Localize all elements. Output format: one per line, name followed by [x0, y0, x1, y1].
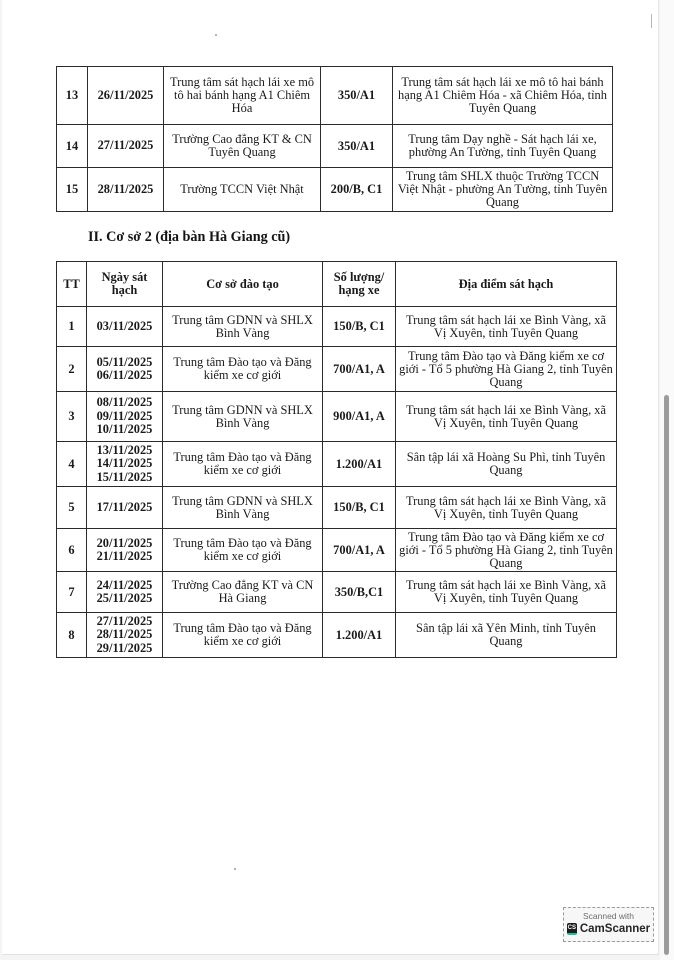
table-header-row [57, 262, 617, 307]
exam-location: Trung tâm Dạy nghề - Sát hạch lái xe, phường An Tường, tỉnh Tuyên Quang [393, 125, 613, 168]
exam-date-cell [88, 125, 164, 168]
watermark-brand-name: CamScanner [579, 923, 651, 935]
training-facility: Trung tâm Đào tạo và Đăng kiểm xe cơ giới [163, 442, 323, 487]
training-facility: Trung tâm GDNN và SHLX Bình Vàng [163, 392, 323, 442]
quantity-class: 1.200/A1 [323, 442, 396, 487]
training-facility: Trung tâm Đào tạo và Đăng kiểm xe cơ giới [163, 529, 323, 572]
exam-date: 09/11/2025 [96, 408, 153, 423]
exam-location: Trung tâm SHLX thuộc Trường TCCN Việt Nhật - phường An Tường, tỉnh Tuyên Quang [393, 168, 613, 212]
exam-date: 27/11/2025 [96, 613, 153, 628]
exam-location: Sân tập lái xã Yên Minh, tỉnh Tuyên Quang [396, 613, 617, 658]
table-row [57, 487, 617, 529]
exam-date: 20/11/2025 [96, 535, 153, 550]
watermark-brand-row [564, 923, 653, 935]
quantity-class: 700/A1, A [323, 347, 396, 392]
exam-date-cell [87, 487, 163, 529]
row-number: 13 [57, 67, 88, 125]
exam-date: 17/11/2025 [96, 499, 153, 514]
quantity-class: 350/B,C1 [323, 572, 396, 613]
quantity-class: 200/B, C1 [321, 168, 393, 212]
table-row [57, 613, 617, 658]
section-heading: II. Cơ sở 2 (địa bàn Hà Giang cũ) [88, 229, 291, 245]
table-row [57, 347, 617, 392]
header-exam-location: Địa điểm sát hạch [396, 262, 617, 307]
training-facility: Trung tâm Đào tạo và Đăng kiểm xe cơ giới [163, 347, 323, 392]
exam-date: 29/11/2025 [96, 640, 153, 655]
exam-location: Sân tập lái xã Hoàng Su Phì, tỉnh Tuyên Quang [396, 442, 617, 487]
exam-date-cell [87, 347, 163, 392]
exam-date-cell [88, 67, 164, 125]
exam-date: 06/11/2025 [96, 368, 153, 382]
row-number: 1 [57, 307, 87, 347]
training-facility: Trường Cao đẳng KT và CN Hà Giang [163, 572, 323, 613]
header-quantity-class: Số lượng/ hạng xe [323, 262, 396, 307]
training-facility: Trung tâm GDNN và SHLX Bình Vàng [163, 307, 323, 347]
exam-date-cell [87, 307, 163, 347]
row-number: 5 [57, 487, 87, 529]
row-number: 7 [57, 572, 87, 613]
training-facility: Trung tâm Đào tạo và Đăng kiểm xe cơ giới [163, 613, 323, 658]
training-facility: Trường TCCN Việt Nhật [164, 168, 321, 212]
table-row [57, 392, 617, 442]
table-row [57, 529, 617, 572]
exam-date-cell [88, 168, 164, 212]
exam-date: 28/11/2025 [97, 181, 154, 196]
header-exam-date: Ngày sát hạch [87, 262, 163, 307]
row-number: 14 [57, 125, 88, 168]
table-row [57, 67, 613, 125]
table-row [57, 307, 617, 347]
exam-location: Trung tâm Đào tạo và Đăng kiểm xe cơ giới - Tổ 5 phường Hà Giang 2, tỉnh Tuyên Quang [396, 347, 617, 392]
row-number: 15 [57, 168, 88, 212]
quantity-class: 150/B, C1 [323, 307, 396, 347]
exam-location: Trung tâm sát hạch lái xe mô tô hai bánh hạng A1 Chiêm Hóa - xã Chiêm Hóa, tỉnh Tuyên Quang [393, 67, 613, 125]
exam-date-cell [87, 442, 163, 487]
quantity-class: 350/A1 [321, 125, 393, 168]
exam-location: Trung tâm sát hạch lái xe Bình Vàng, xã Vị Xuyên, tỉnh Tuyên Quang [396, 307, 617, 347]
exam-date: 15/11/2025 [96, 469, 153, 484]
watermark-caption: Scanned with [582, 911, 635, 921]
quantity-class: 700/A1, A [323, 529, 396, 572]
exam-date: 28/11/2025 [96, 627, 153, 642]
scan-artifact-mark [651, 14, 652, 28]
scan-speck [215, 34, 217, 36]
exam-schedule-table-site-2 [56, 261, 617, 658]
header-training-facility: Cơ sở đào tạo [163, 262, 323, 307]
exam-date: 14/11/2025 [96, 456, 153, 471]
row-number: 8 [57, 613, 87, 658]
exam-date: 10/11/2025 [96, 422, 153, 437]
exam-date-cell [87, 572, 163, 613]
training-facility: Trung tâm sát hạch lái xe mô tô hai bánh hạng A1 Chiêm Hóa [164, 67, 321, 125]
exam-date-cell [87, 529, 163, 572]
exam-date: 08/11/2025 [96, 395, 153, 410]
table-row [57, 125, 613, 168]
quantity-class: 1.200/A1 [323, 613, 396, 658]
exam-date: 25/11/2025 [96, 591, 153, 605]
row-number: 2 [57, 347, 87, 392]
exam-date-cell [87, 392, 163, 442]
scan-speck [234, 868, 236, 870]
exam-date: 21/11/2025 [96, 549, 153, 563]
quantity-class: 900/A1, A [323, 392, 396, 442]
exam-date: 13/11/2025 [96, 442, 153, 457]
row-number: 4 [57, 442, 87, 487]
training-facility: Trung tâm GDNN và SHLX Bình Vàng [163, 487, 323, 529]
row-number: 6 [57, 529, 87, 572]
header-tt: TT [57, 262, 87, 307]
quantity-class: 150/B, C1 [323, 487, 396, 529]
exam-date: 24/11/2025 [96, 577, 153, 592]
camscanner-logo-icon: CS [567, 923, 577, 935]
camscanner-watermark [563, 907, 654, 942]
exam-date: 03/11/2025 [96, 318, 153, 333]
exam-date: 26/11/2025 [97, 87, 154, 102]
exam-date: 27/11/2025 [97, 138, 154, 153]
exam-location: Trung tâm Đào tạo và Đăng kiểm xe cơ giới - Tổ 5 phường Hà Giang 2, tỉnh Tuyên Quang [396, 529, 617, 572]
exam-location: Trung tâm sát hạch lái xe Bình Vàng, xã Vị Xuyên, tỉnh Tuyên Quang [396, 572, 617, 613]
training-facility: Trường Cao đẳng KT & CN Tuyên Quang [164, 125, 321, 168]
table-row [57, 168, 613, 212]
table-row [57, 572, 617, 613]
quantity-class: 350/A1 [321, 67, 393, 125]
exam-date-cell [87, 613, 163, 658]
exam-schedule-table-site-1 [56, 66, 613, 212]
exam-date: 05/11/2025 [96, 354, 153, 369]
row-number: 3 [57, 392, 87, 442]
table-row [57, 442, 617, 487]
scrollbar-thumb[interactable] [664, 395, 669, 955]
exam-location: Trung tâm sát hạch lái xe Bình Vàng, xã Vị Xuyên, tỉnh Tuyên Quang [396, 392, 617, 442]
exam-location: Trung tâm sát hạch lái xe Bình Vàng, xã Vị Xuyên, tỉnh Tuyên Quang [396, 487, 617, 529]
